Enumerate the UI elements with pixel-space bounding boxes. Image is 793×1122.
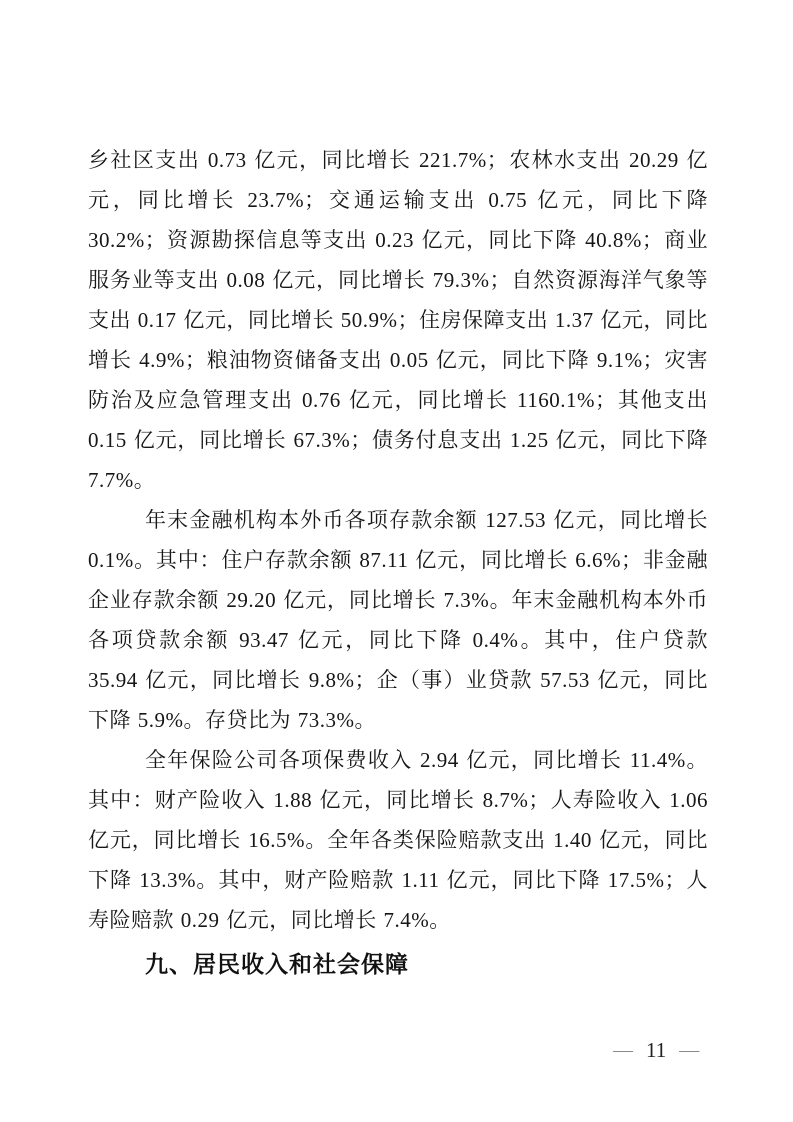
document-body xyxy=(88,140,708,984)
footer-page-number: 11 xyxy=(646,1038,667,1062)
footer-right-dash: — xyxy=(679,1039,700,1061)
page-number-footer xyxy=(613,1037,699,1063)
paragraph-deposits-loans: 年末金融机构本外币各项存款余额 127.53 亿元，同比增长 0.1%。其中：住户存款余额 87.11 亿元，同比增长 6.6%；非金融企业存款余额 29.20 亿元，同比增长 7.3%。年末金融机构本外币各项贷款余额 93.47 亿元，同比下降 0.4%。其中，住户贷款 35.94 亿元，同比增长 9.8%；企（事）业贷款 57.53 亿元，同比下降 5.9%。存贷比为 73.3%。 xyxy=(88,508,708,732)
section-heading-income-social-security: 九、居民收入和社会保障 xyxy=(145,951,409,977)
paragraph-fiscal-expenditure: 乡社区支出 0.73 亿元，同比增长 221.7%；农林水支出 20.29 亿元，同比增长 23.7%；交通运输支出 0.75 亿元，同比下降 30.2%；资源勘探信息等支出 0.23 亿元，同比下降 40.8%；商业服务业等支出 0.08 亿元，同比增长 79.3%；自然资源海洋气象等支出 0.17 亿元，同比增长 50.9%；住房保障支出 1.37 亿元，同比增长 4.9%；粮油物资储备支出 0.05 亿元，同比下降 9.1%；灾害防治及应急管理支出 0.76 亿元，同比增长 1160.1%；其他支出 0.15 亿元，同比增长 67.3%；债务付息支出 1.25 亿元，同比下降 7.7%。 xyxy=(88,148,708,492)
footer-left-dash: — xyxy=(613,1039,633,1061)
paragraph-insurance: 全年保险公司各项保费收入 2.94 亿元，同比增长 11.4%。其中：财产险收入 1.88 亿元，同比增长 8.7%；人寿险收入 1.06 亿元，同比增长 16.5%。全年各类保险赔款支出 1.40 亿元，同比下降 13.3%。其中，财产险赔款 1.11 亿元，同比下降 17.5%；人寿险赔款 0.29 亿元，同比增长 7.4%。 xyxy=(88,748,708,932)
